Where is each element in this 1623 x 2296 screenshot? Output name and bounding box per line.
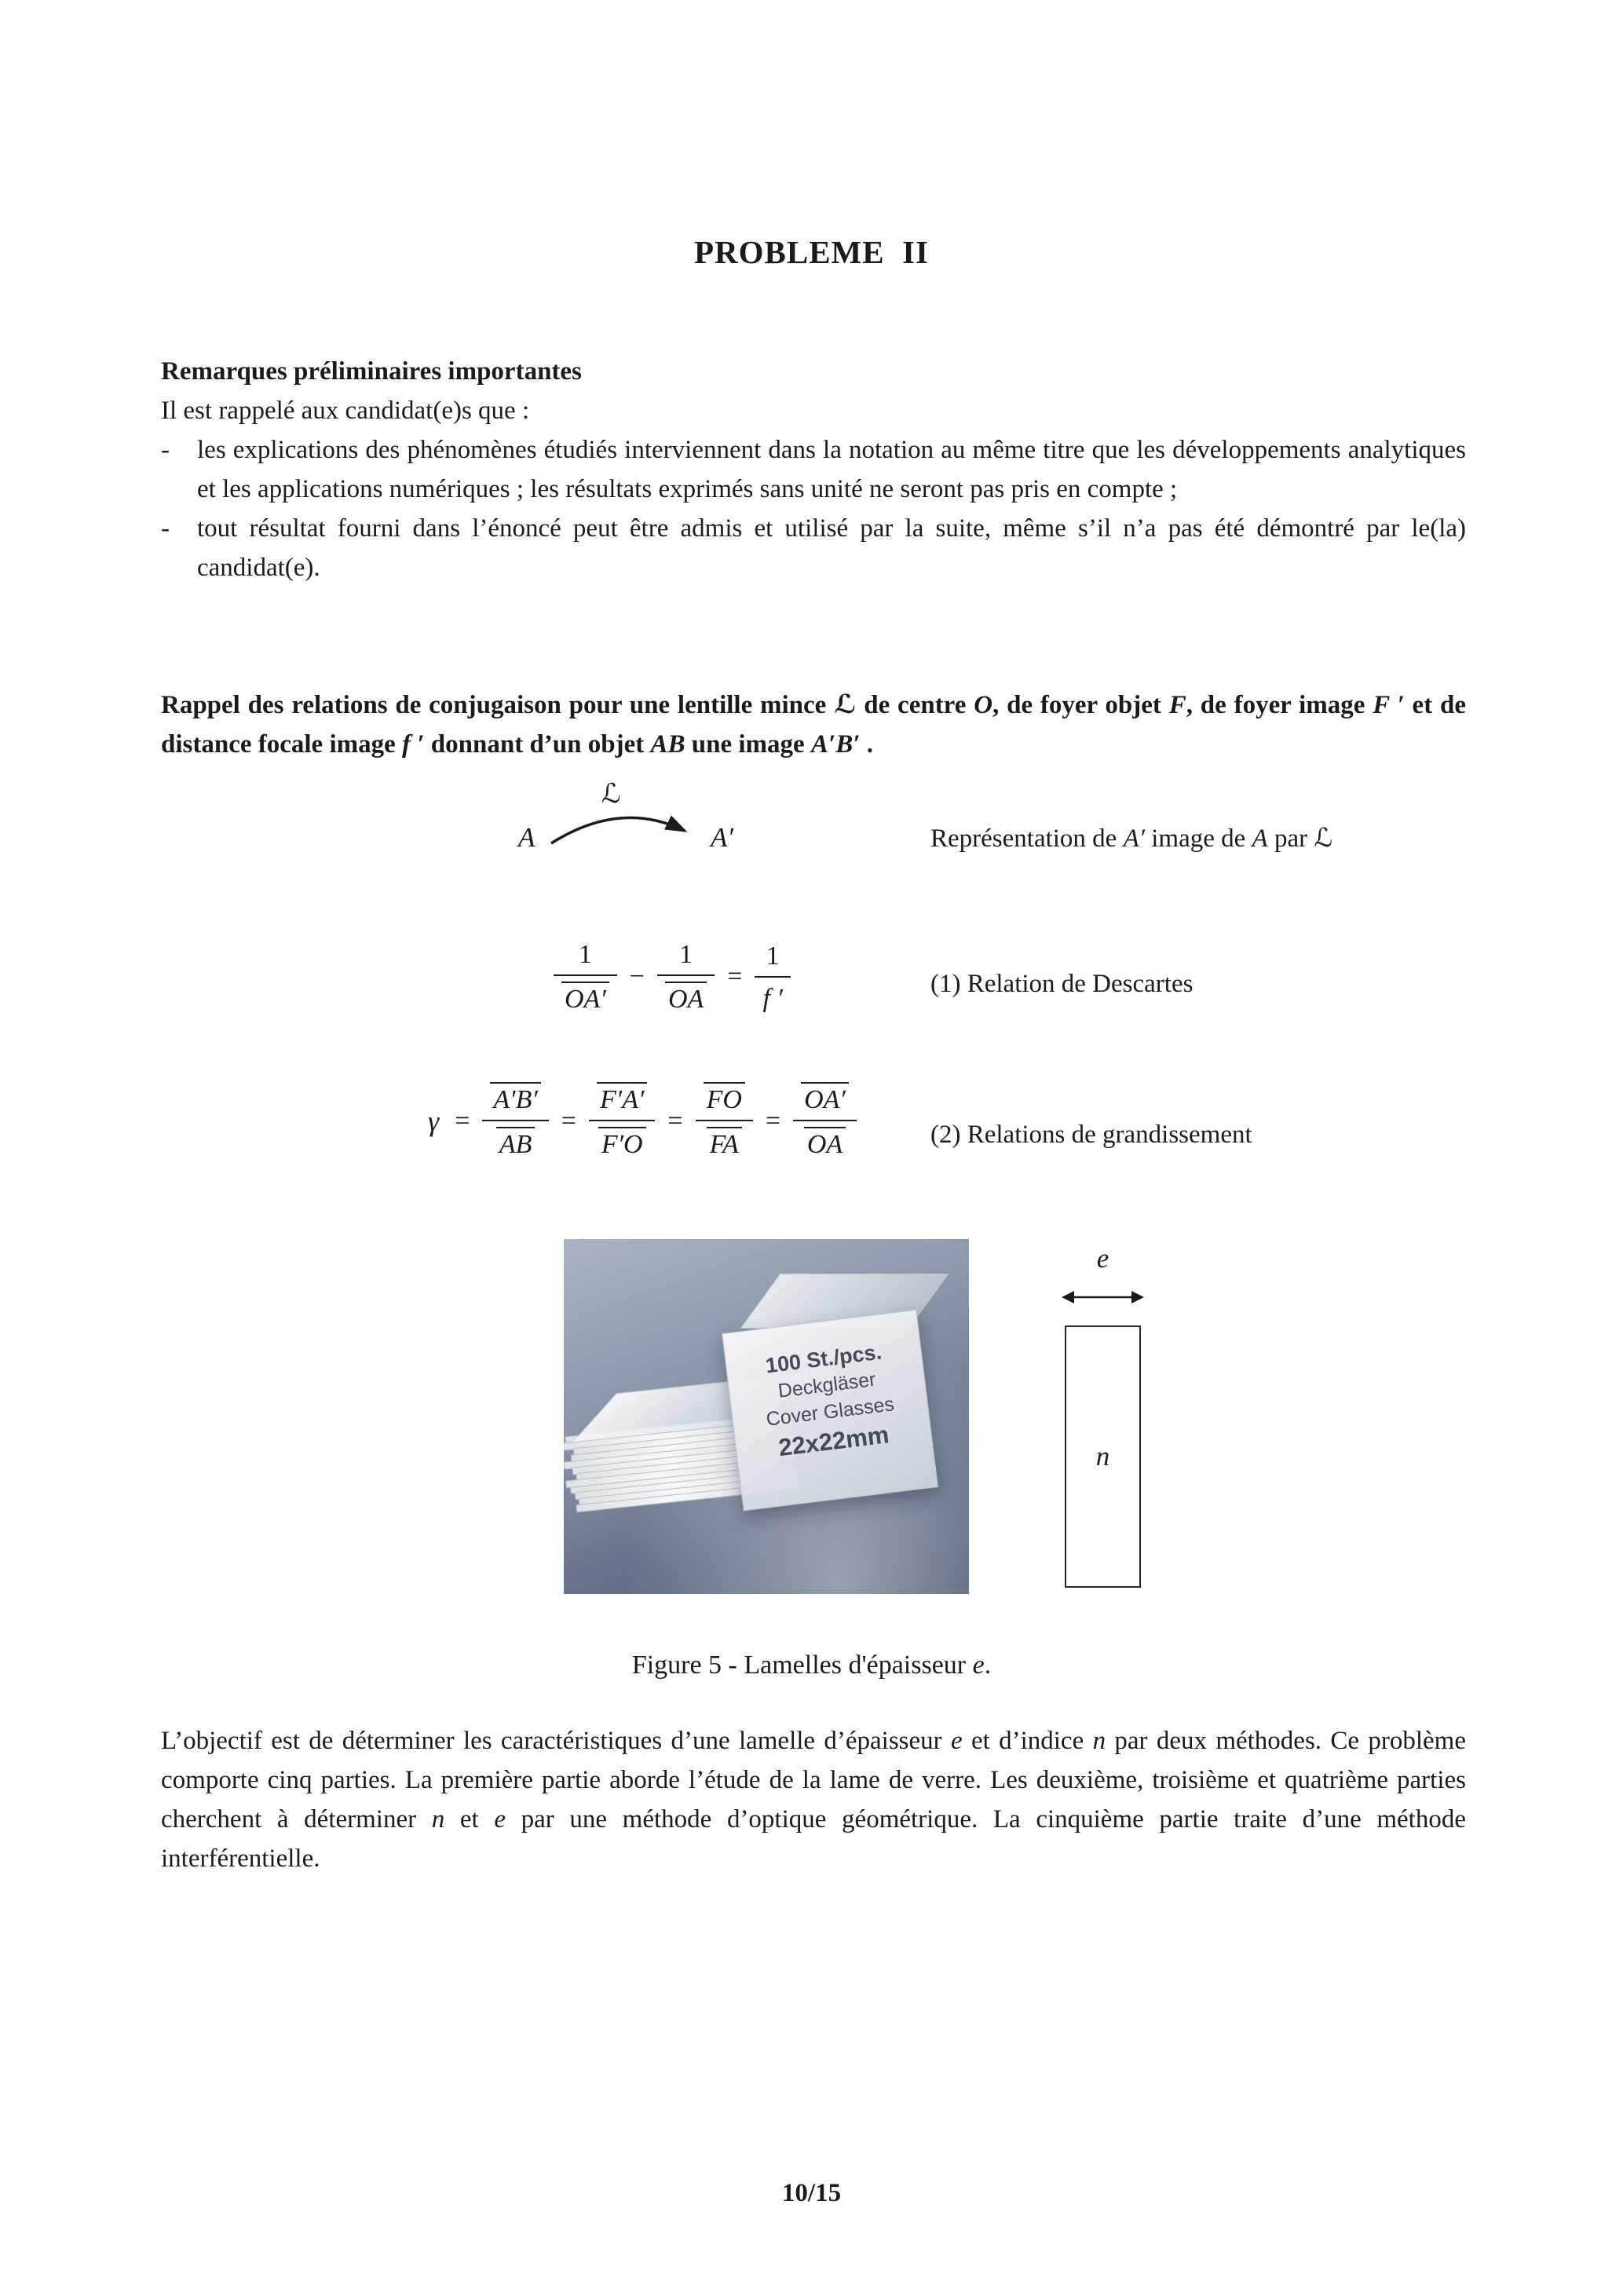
objective-paragraph	[161, 1721, 1466, 1878]
math-symbol: e	[972, 1651, 985, 1680]
recall-text: Rappel des relations de conjugaison pour une lentille mince	[161, 691, 835, 719]
numerator: OA′	[801, 1082, 849, 1114]
conjugation-recall-heading	[161, 685, 1466, 764]
fraction	[554, 939, 617, 1015]
fraction	[657, 939, 715, 1015]
denominator: OA	[804, 1127, 846, 1159]
equals-operator: =	[455, 1106, 470, 1135]
box-label-line: 22x22mm	[777, 1420, 891, 1462]
math-symbol: e	[494, 1805, 506, 1834]
math-symbol: A′B′	[810, 730, 861, 759]
caption-text: .	[984, 1651, 992, 1680]
lens-symbol: ℒ	[834, 689, 857, 719]
mapping-caption	[930, 818, 1527, 858]
body-text: L’objectif est de déterminer les caractéristiques d’une lamelle d’épaisseur	[161, 1727, 951, 1755]
recall-text: de centre	[856, 691, 974, 719]
numerator: FO	[704, 1082, 745, 1114]
body-text: par une méthode d’optique géométrique. La cinquième partie traite d’une méthode interférentielle.	[161, 1805, 1466, 1873]
double-arrow-icon	[1062, 1280, 1144, 1319]
index-label: n	[1095, 1441, 1110, 1472]
thickness-label: e	[1096, 1243, 1109, 1274]
recall-text: et de distance focale image	[161, 691, 1467, 759]
mapping-arrow-icon	[545, 795, 702, 869]
lens-symbol: ℒ	[601, 778, 621, 810]
box-label-line: Cover Glasses	[765, 1393, 896, 1431]
body-text: et d’indice	[962, 1727, 1093, 1755]
cover-glasses-photo	[564, 1239, 969, 1594]
page-number: 10/15	[781, 2179, 842, 2207]
caption-text: Représentation de	[930, 824, 1124, 853]
equals-operator: =	[765, 1106, 781, 1135]
gamma-symbol: γ	[428, 1105, 440, 1137]
equals-operator: =	[727, 962, 743, 992]
fraction	[793, 1082, 857, 1160]
recall-text: , de foyer image	[1186, 691, 1373, 719]
preliminary-remarks	[161, 352, 1466, 587]
denominator: OA′	[561, 982, 609, 1014]
image-point-label: A′	[711, 822, 734, 853]
numerator: 1	[657, 939, 715, 976]
equation-1-label: (1) Relation de Descartes	[930, 970, 1193, 998]
equation-2-label: (2) Relations de grandissement	[930, 1121, 1252, 1149]
numerator: 1	[755, 941, 790, 978]
remarks-heading: Remarques préliminaires importantes	[161, 357, 582, 386]
fraction	[755, 941, 790, 1014]
object-point-label: A	[518, 822, 536, 853]
body-text: et	[444, 1805, 495, 1834]
numerator: 1	[554, 939, 617, 976]
minus-operator: −	[629, 962, 645, 992]
fraction	[482, 1082, 548, 1160]
math-symbol: AB	[650, 730, 685, 759]
cover-glass-box-label	[722, 1310, 938, 1512]
equals-operator: =	[667, 1106, 683, 1135]
list-item-text: les explications des phénomènes étudiés interviennent dans la notation au même titre que les développements analytiques et les applications numériques ; les résultats exprimés sans unité ne seront pas pris en compte ;	[197, 436, 1466, 503]
math-symbol: n	[431, 1805, 445, 1834]
denominator: AB	[496, 1127, 536, 1159]
list-item	[161, 430, 1466, 509]
list-dash: -	[161, 514, 170, 543]
math-symbol: F ′	[1373, 691, 1405, 719]
equals-operator: =	[561, 1106, 576, 1135]
recall-text: .	[860, 730, 874, 759]
fraction	[589, 1082, 655, 1160]
list-dash: -	[161, 436, 170, 464]
denominator: FA	[707, 1127, 742, 1159]
magnification-equation	[428, 1082, 857, 1160]
math-symbol: e	[950, 1727, 963, 1755]
math-symbol: A′	[1123, 824, 1145, 853]
box-label-line: Deckgläser	[777, 1368, 877, 1402]
recall-text: une image	[685, 730, 811, 759]
recall-text: , de foyer objet	[992, 691, 1169, 719]
remarks-intro: Il est rappelé aux candidat(e)s que :	[161, 397, 530, 425]
figure-caption	[0, 1646, 1623, 1685]
descartes-equation	[554, 939, 791, 1015]
math-symbol: F	[1168, 691, 1186, 719]
math-symbol: n	[1092, 1727, 1106, 1755]
caption-text: image de	[1144, 824, 1252, 853]
recall-text: donnant d’un objet	[424, 730, 651, 759]
denominator: f ′	[762, 983, 783, 1013]
lens-symbol: ℒ	[1314, 822, 1333, 853]
denominator: F′O	[598, 1127, 646, 1159]
math-symbol: O	[974, 691, 993, 719]
denominator: OA	[665, 982, 707, 1014]
box-label-line: 100 St./pcs.	[764, 1340, 883, 1378]
list-item	[161, 509, 1466, 587]
caption-text: par	[1267, 824, 1314, 853]
glass-slab-diagram	[1065, 1325, 1141, 1588]
numerator: A′B′	[490, 1082, 540, 1114]
math-symbol: A	[1252, 824, 1268, 853]
numerator: F′A′	[597, 1082, 647, 1114]
list-item-text: tout résultat fourni dans l’énoncé peut être admis et utilisé par la suite, même s’il n’a pas été démontré par le(la) candidat(e).	[197, 514, 1466, 582]
body-text: par deux méthodes. Ce problème comporte cinq parties. La première partie aborde l’étude de la lame de verre. Les deuxième, troisième et quatrième parties cherchent à déterminer	[161, 1727, 1466, 1834]
page-title: PROBLEME II	[693, 234, 930, 270]
math-symbol: f ′	[402, 730, 425, 759]
fraction	[696, 1082, 753, 1160]
caption-text: Figure 5 - Lamelles d'épaisseur	[631, 1651, 973, 1680]
